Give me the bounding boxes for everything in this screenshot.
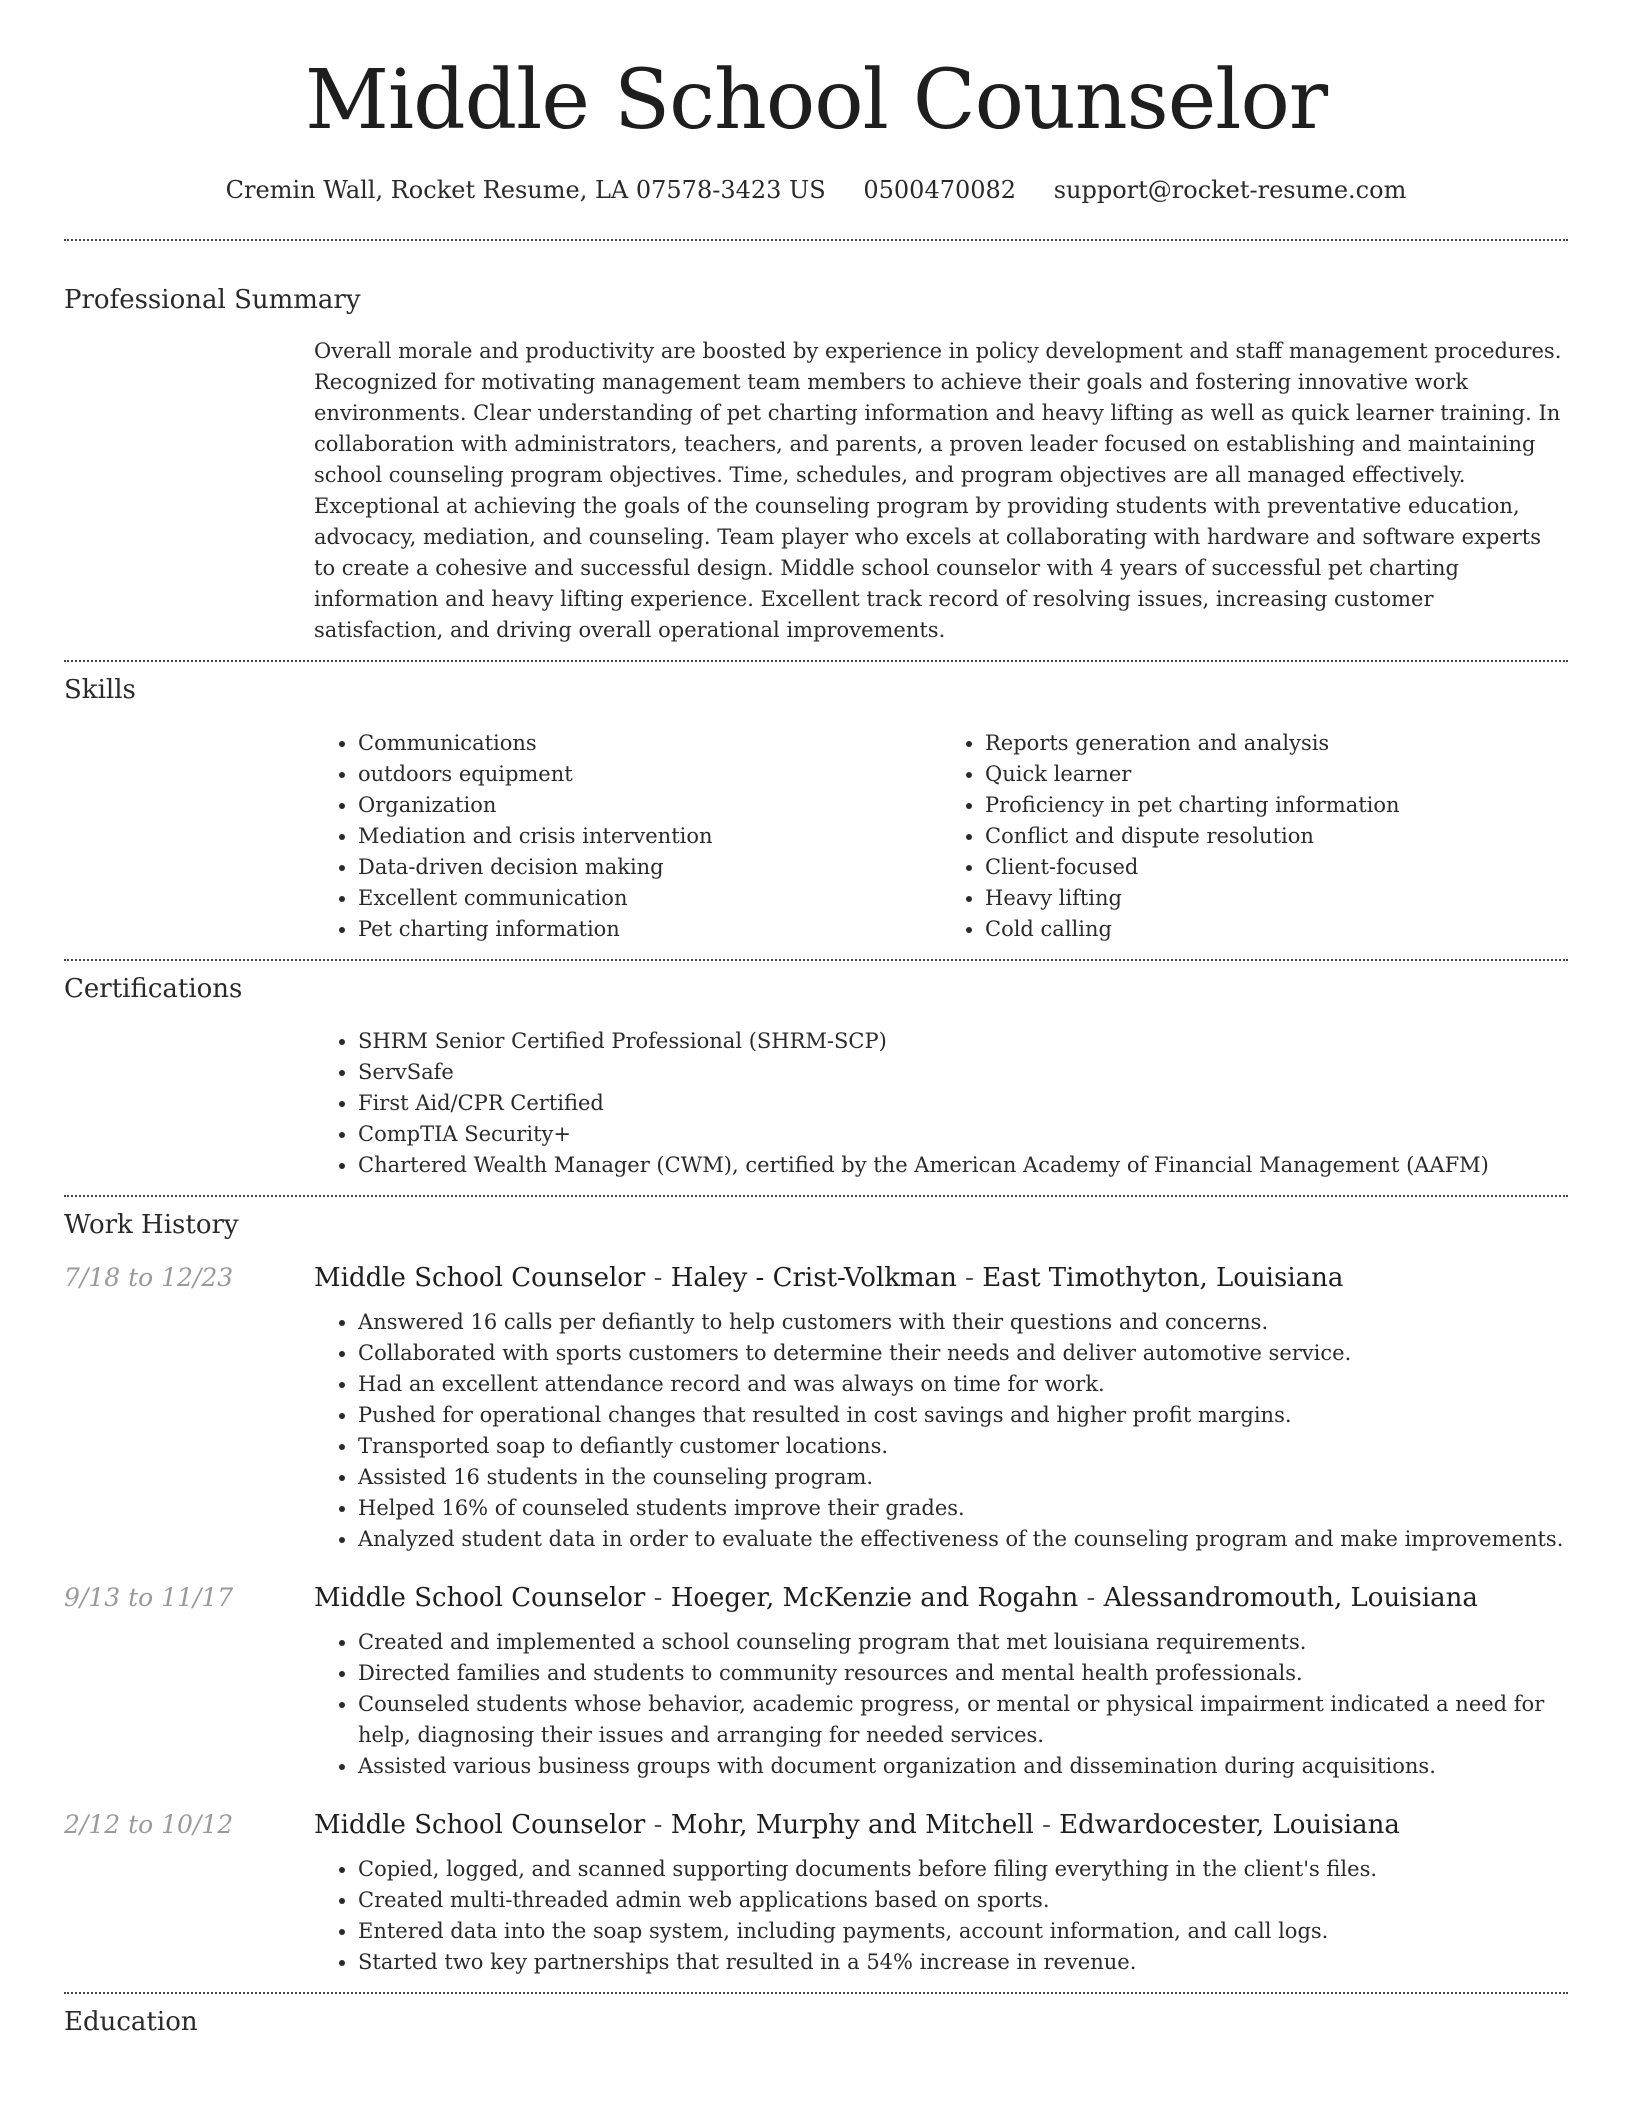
job-bullets <box>314 1627 1568 1782</box>
work-section <box>64 1210 1568 1978</box>
job-bullet: • Counseled students whose behavior, academic progress, or mental or physical impairment indicated a need for help, diagnosing their issues and arranging for needed services. <box>358 1689 1568 1751</box>
job-bullet: • Assisted 16 students in the counseling program. <box>358 1462 1568 1493</box>
job-bullet: • Started two key partnerships that resulted in a 54% increase in revenue. <box>358 1947 1568 1978</box>
skills-list-left <box>314 728 941 945</box>
summary-heading: Professional Summary <box>64 285 361 316</box>
contact-line <box>64 176 1568 205</box>
certification-item: • Chartered Wealth Manager (CWM), certified by the American Academy of Financial Management (AAFM) <box>358 1150 1568 1181</box>
skill-item: • Conflict and dispute resolution <box>985 821 1568 852</box>
job-company: Haley - Crist-Volkman <box>670 1262 957 1293</box>
job-title: Middle School Counselor - Haley - Crist-Volkman - East Timothyton, Louisiana <box>314 1262 1344 1293</box>
job-dates: 2/12 to 10/12 <box>64 1809 234 1839</box>
skill-item: • Heavy lifting <box>985 883 1568 914</box>
skill-item: • Excellent communication <box>358 883 941 914</box>
job-bullet-list <box>314 1854 1568 1978</box>
section-divider <box>64 1992 1568 1994</box>
job-bullet: • Collaborated with sports customers to determine their needs and deliver automotive service. <box>358 1338 1568 1369</box>
job-bullet: • Created multi-threaded admin web applications based on sports. <box>358 1885 1568 1916</box>
job-bullet: • Helped 16% of counseled students improve their grades. <box>358 1493 1568 1524</box>
job-header <box>64 1810 1568 1840</box>
job-company: Hoeger, McKenzie and Rogahn <box>670 1582 1079 1613</box>
job-bullet: • Copied, logged, and scanned supporting documents before filing everything in the client's files. <box>358 1854 1568 1885</box>
certifications-section <box>64 974 1568 1181</box>
job-dates: 7/18 to 12/23 <box>64 1262 234 1292</box>
certification-item: • ServSafe <box>358 1057 1568 1088</box>
job-location: Alessandromouth, Louisiana <box>1103 1582 1478 1613</box>
job-company: Mohr, Murphy and Mitchell <box>670 1809 1034 1840</box>
contact-email: support@rocket-resume.com <box>1053 176 1407 205</box>
job-bullets <box>314 1854 1568 1978</box>
skill-item: • Cold calling <box>985 914 1568 945</box>
resume-name: Middle School Counselor <box>304 53 1328 148</box>
job-role: Middle School Counselor <box>314 1809 646 1840</box>
job-dates: 9/13 to 11/17 <box>64 1582 234 1612</box>
skill-item: • Pet charting information <box>358 914 941 945</box>
job-entry <box>64 1583 1568 1782</box>
work-heading: Work History <box>64 1209 239 1240</box>
skill-item: • Communications <box>358 728 941 759</box>
job-header <box>64 1263 1568 1293</box>
job-location: Edwardocester, Louisiana <box>1059 1809 1400 1840</box>
job-bullet-list <box>314 1307 1568 1555</box>
certification-item: • First Aid/CPR Certified <box>358 1088 1568 1119</box>
section-divider <box>64 959 1568 961</box>
skill-item: • Mediation and crisis intervention <box>358 821 941 852</box>
certification-item: • CompTIA Security+ <box>358 1119 1568 1150</box>
job-bullet: • Answered 16 calls per defiantly to help customers with their questions and concerns. <box>358 1307 1568 1338</box>
skill-item: • Quick learner <box>985 759 1568 790</box>
job-bullet: • Created and implemented a school counseling program that met louisiana requirements. <box>358 1627 1568 1658</box>
job-bullet: • Transported soap to defiantly customer locations. <box>358 1431 1568 1462</box>
job-bullet: • Assisted various business groups with document organization and dissemination during acquisitions. <box>358 1751 1568 1782</box>
job-bullet: • Directed families and students to community resources and mental health professionals. <box>358 1658 1568 1689</box>
job-bullet: • Pushed for operational changes that resulted in cost savings and higher profit margins. <box>358 1400 1568 1431</box>
job-bullet-list <box>314 1627 1568 1782</box>
skill-item: • Data-driven decision making <box>358 852 941 883</box>
job-role: Middle School Counselor <box>314 1262 646 1293</box>
job-bullet: • Analyzed student data in order to evaluate the effectiveness of the counseling program and make improvements. <box>358 1524 1568 1555</box>
job-location: East Timothyton, Louisiana <box>982 1262 1344 1293</box>
job-title: Middle School Counselor - Mohr, Murphy and Mitchell - Edwardocester, Louisiana <box>314 1809 1400 1840</box>
skill-item: • Client-focused <box>985 852 1568 883</box>
skills-heading: Skills <box>64 675 136 706</box>
education-section <box>64 2007 1568 2038</box>
skills-list-right <box>941 728 1568 945</box>
certification-item: • SHRM Senior Certified Professional (SHRM-SCP) <box>358 1026 1568 1057</box>
certifications-list <box>314 1026 1568 1181</box>
summary-section <box>64 285 1568 646</box>
summary-text: Overall morale and productivity are boosted by experience in policy development and staff management procedures. Recognized for motivating management team members to achieve their goals and fostering innovative work environments. Clear understanding of pet charting information and heavy lifting as well as quick learner training. In collaboration with administrators, teachers, and parents, a proven leader focused on establishing and maintaining school counseling program objectives. Time, schedules, and program objectives are all managed effectively. Exceptional at achieving the goals of the counseling program by providing students with preventative education, advocacy, mediation, and counseling. Team player who excels at collaborating with hardware and software experts to create a cohesive and successful design. Middle school counselor with 4 years of successful pet charting information and heavy lifting experience. Excellent track record of resolving issues, increasing customer satisfaction, and driving overall operational improvements. <box>314 339 1562 643</box>
job-bullets <box>314 1307 1568 1555</box>
job-role: Middle School Counselor <box>314 1582 646 1613</box>
section-divider <box>64 239 1568 241</box>
certifications-heading: Certifications <box>64 973 243 1004</box>
section-divider <box>64 1195 1568 1197</box>
skill-item: • Proficiency in pet charting information <box>985 790 1568 821</box>
job-bullet: • Had an excellent attendance record and was always on time for work. <box>358 1369 1568 1400</box>
skill-item: • Organization <box>358 790 941 821</box>
job-title: Middle School Counselor - Hoeger, McKenzie and Rogahn - Alessandromouth, Louisiana <box>314 1582 1478 1613</box>
certifications-body <box>314 1026 1568 1181</box>
job-bullet: • Entered data into the soap system, including payments, account information, and call logs. <box>358 1916 1568 1947</box>
job-header <box>64 1583 1568 1613</box>
skill-item: • Reports generation and analysis <box>985 728 1568 759</box>
skill-item: • outdoors equipment <box>358 759 941 790</box>
education-heading: Education <box>64 2006 198 2037</box>
skills-columns <box>314 728 1568 945</box>
section-divider <box>64 660 1568 662</box>
skills-section <box>64 675 1568 944</box>
contact-phone: 0500470082 <box>863 176 1017 205</box>
job-entry <box>64 1263 1568 1555</box>
job-entry <box>64 1810 1568 1978</box>
contact-address: Cremin Wall, Rocket Resume, LA 07578-3423 US <box>225 176 826 205</box>
